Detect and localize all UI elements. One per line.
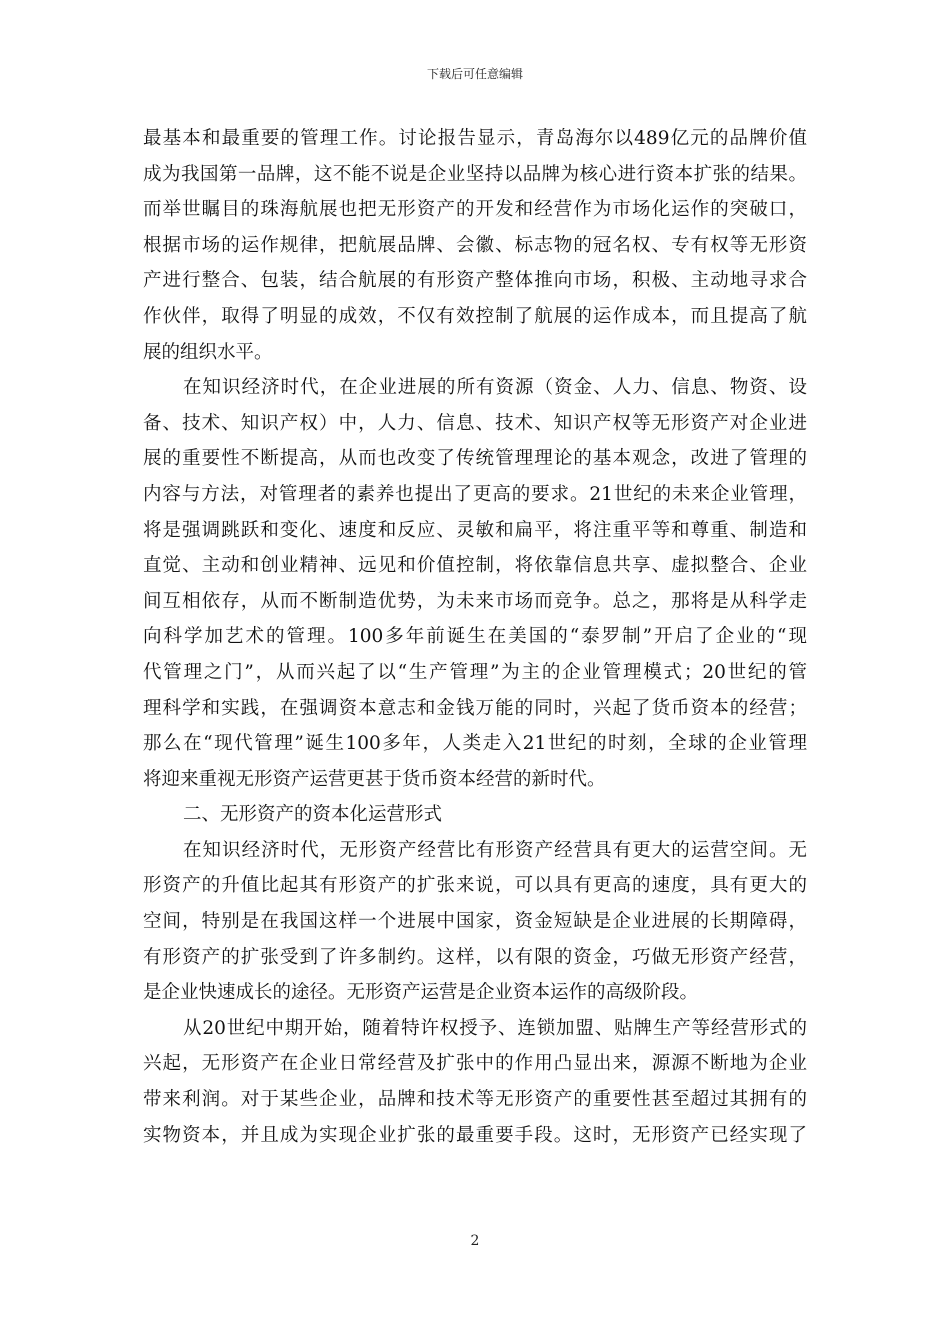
text-line: 展的重要性不断提高，从而也改变了传统管理理论的基本观念，改进了管理的: [143, 448, 807, 470]
text-line: 实物资本，并且成为实现企业扩张的最重要手段。这时，无形资产已经实现了: [143, 1124, 807, 1146]
text-line: 形资产的升值比起其有形资产的扩张来说，可以具有更高的速度，具有更大的: [143, 875, 807, 897]
text-line: 空间，特别是在我国这样一个进展中国家，资金短缺是企业进展的长期障碍，: [143, 911, 807, 933]
text-line: 带来利润。对于某些企业，品牌和技术等无形资产的重要性甚至超过其拥有的: [143, 1089, 807, 1111]
text-line: 最基本和最重要的管理工作。讨论报告显示，青岛海尔以489亿元的品牌价值: [143, 128, 807, 149]
text-line: 兴起，无形资产在企业日常经营及扩张中的作用凸显出来，源源不断地为企业: [143, 1053, 807, 1075]
page-number: 2: [470, 1233, 480, 1249]
text-line: 在知识经济时代，在企业进展的所有资源（资金、人力、信息、物资、设: [183, 377, 807, 399]
text-line: 是企业快速成长的途径。无形资产运营是企业资本运作的高级阶段。: [143, 982, 699, 1004]
text-line: 作伙伴，取得了明显的成效，不仅有效控制了航展的运作成本，而且提高了航: [143, 305, 807, 327]
text-line: 有形资产的扩张受到了许多制约。这样，以有限的资金，巧做无形资产经营，: [143, 946, 807, 968]
document-body: [143, 121, 807, 1153]
text-line: 间互相依存，从而不断制造优势，为未来市场而竞争。总之，那将是从科学走: [143, 590, 807, 612]
text-line: 而举世瞩目的珠海航展也把无形资产的开发和经营作为市场化运作的突破口，: [143, 199, 807, 221]
text-line: 成为我国第一品牌，这不能不说是企业坚持以品牌为核心进行资本扩张的结果。: [143, 163, 807, 185]
text-line: 将迎来重视无形资产运营更甚于货币资本经营的新时代。: [143, 768, 606, 790]
page-header: 下载后可任意编辑: [426, 67, 523, 81]
text-line: 内容与方法，对管理者的素养也提出了更高的要求。21世纪的未来企业管理，: [143, 483, 807, 505]
text-line: 产进行整合、包装，结合航展的有形资产整体推向市场，积极、主动地寻求合: [143, 270, 807, 292]
text-line: 直觉、主动和创业精神、远见和价值控制，将依靠信息共享、虚拟整合、企业: [143, 555, 807, 577]
text-line: 从20世纪中期开始，随着特许权授予、连锁加盟、贴牌生产等经营形式的: [183, 1017, 807, 1039]
text-line: 理科学和实践，在强调资本意志和金钱万能的同时，兴起了货币资本的经营；: [143, 697, 807, 719]
text-line: 向科学加艺术的管理。100多年前诞生在美国的“泰罗制”开启了企业的“现: [143, 626, 807, 648]
text-line: 备、技术、知识产权）中，人力、信息、技术、知识产权等无形资产对企业进: [143, 412, 807, 434]
section-heading: 二、无形资产的资本化运营形式: [183, 804, 443, 826]
text-line: 在知识经济时代，无形资产经营比有形资产经营具有更大的运营空间。无: [183, 839, 807, 861]
text-line: 代管理之门”，从而兴起了以“生产管理”为主的企业管理模式；20世纪的管: [143, 661, 807, 683]
text-line: 将是强调跳跃和变化、速度和反应、灵敏和扁平，将注重平等和尊重、制造和: [143, 519, 807, 541]
text-line: 那么在“现代管理”诞生100多年，人类走入21世纪的时刻，全球的企业管理: [143, 733, 807, 755]
text-line: 根据市场的运作规律，把航展品牌、会徽、标志物的冠名权、专有权等无形资: [143, 234, 807, 256]
text-line: 展的组织水平。: [143, 341, 273, 363]
